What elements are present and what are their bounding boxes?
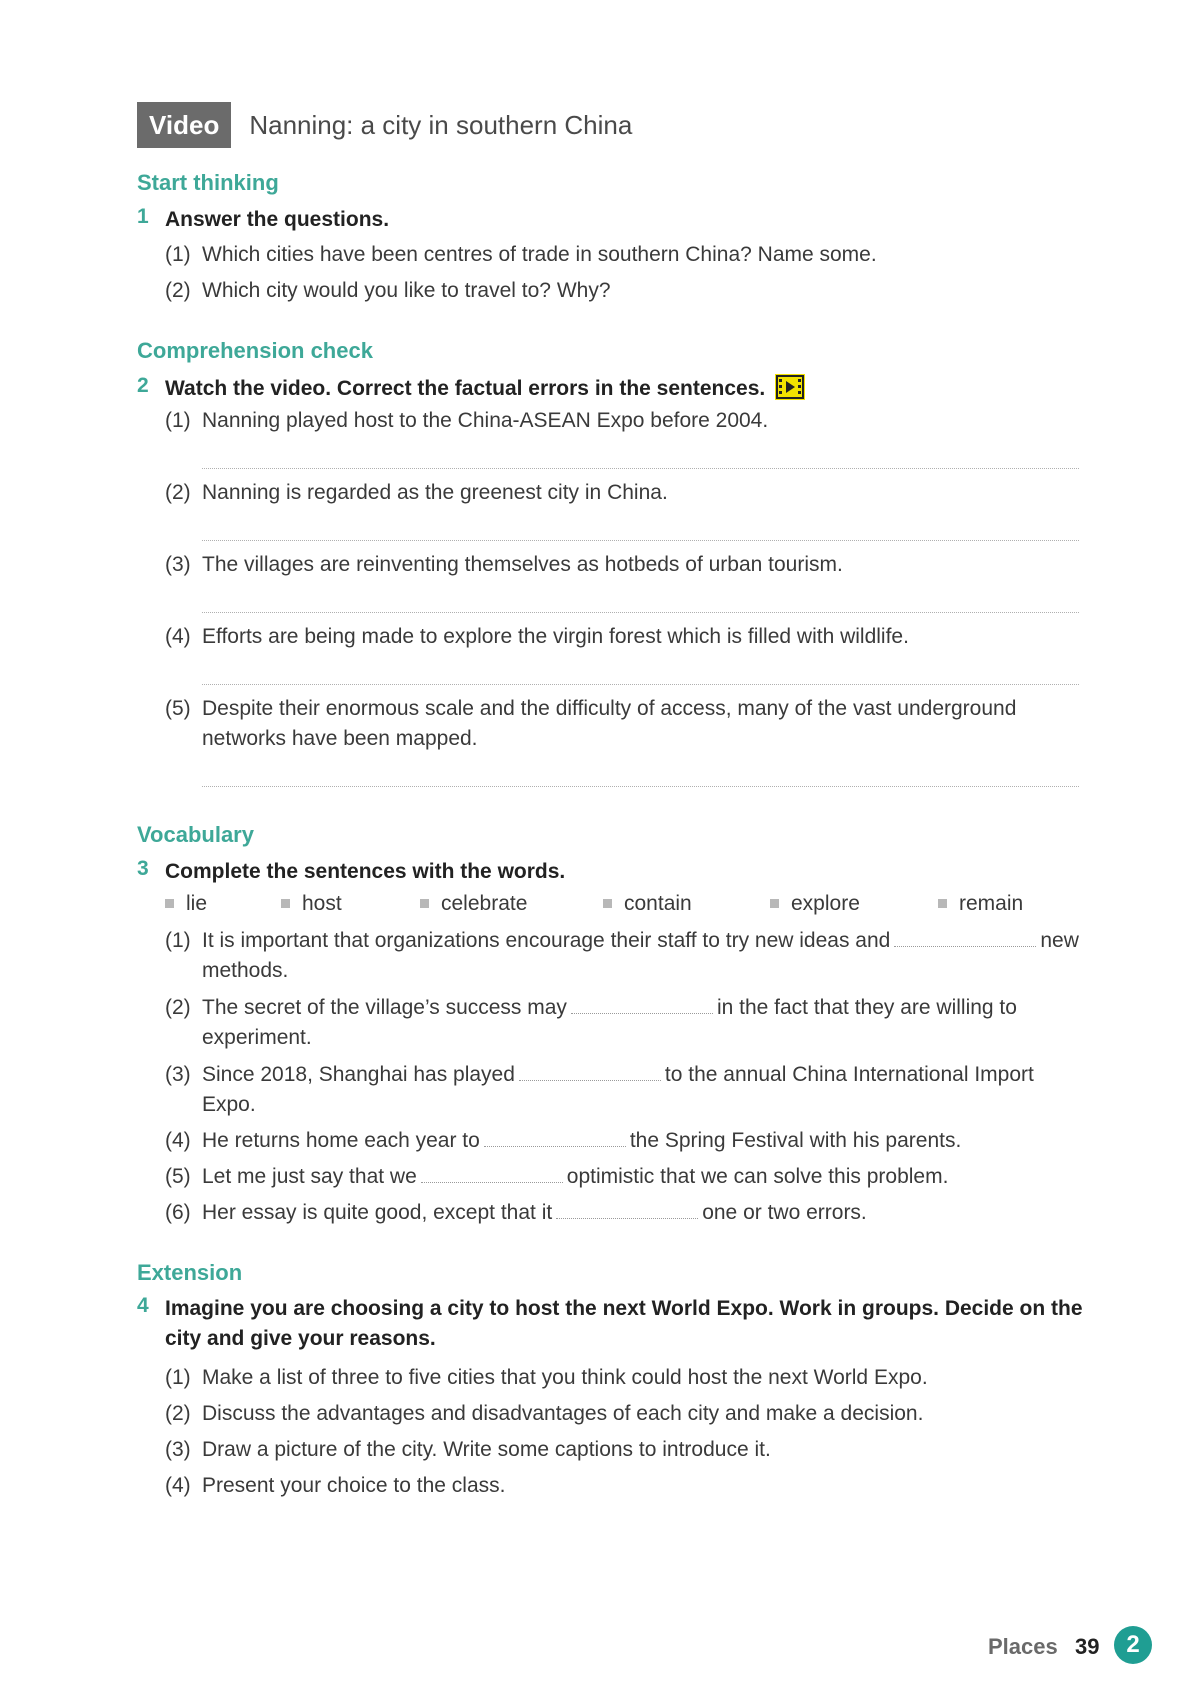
- list-item: [165, 1471, 1082, 1501]
- item-number: (4): [165, 625, 191, 648]
- word-bank-word: celebrate: [441, 892, 528, 915]
- item-text: Despite their enormous scale and the difficulty of access, many of the vast underground networks have been mapped.: [202, 697, 1017, 750]
- list-item: [165, 1435, 1082, 1465]
- bullet-square-icon: [281, 899, 290, 908]
- task-instruction: Imagine you are choosing a city to host the next World Expo. Work in groups. Decide on the city and give your reasons.: [165, 1297, 1083, 1350]
- section-header: [137, 102, 632, 148]
- answer-line[interactable]: [202, 786, 1079, 787]
- word-bank-item: [281, 892, 342, 916]
- section-title-start-thinking: Start thinking: [137, 170, 279, 195]
- item-number: (2): [165, 996, 191, 1019]
- item-number: (4): [165, 1474, 191, 1497]
- film-icon: [775, 374, 805, 400]
- sentence-start: Her essay is quite good, except that it: [202, 1201, 553, 1224]
- task-number: 4: [137, 1294, 149, 1317]
- sentence-end: new methods.: [202, 929, 1079, 982]
- list-item: [165, 694, 1082, 754]
- page-number: 39: [1075, 1634, 1100, 1659]
- task-2: [137, 374, 1105, 404]
- sentence-start: Since 2018, Shanghai has played: [202, 1063, 515, 1086]
- answer-line[interactable]: [202, 540, 1079, 541]
- fill-blank[interactable]: [556, 1200, 698, 1219]
- task-instruction-wrap: [165, 374, 1105, 404]
- sentence-end: to the annual China International Import Expo.: [202, 1063, 1034, 1116]
- task-instruction: Answer the questions.: [165, 208, 390, 231]
- fill-blank[interactable]: [894, 928, 1036, 947]
- sentence-start: The secret of the village’s success may: [202, 996, 567, 1019]
- fill-blank[interactable]: [484, 1128, 626, 1147]
- section-title-extension: Extension: [137, 1260, 243, 1285]
- bullet-square-icon: [603, 899, 612, 908]
- item-number: (5): [165, 1165, 191, 1188]
- fill-blank[interactable]: [519, 1062, 661, 1081]
- list-item: [165, 1363, 1082, 1393]
- item-text: The villages are reinventing themselves as hotbeds of urban tourism.: [202, 553, 843, 576]
- sentence-end: optimistic that we can solve this problem.: [566, 1165, 949, 1188]
- item-number: (1): [165, 409, 191, 432]
- item-text: [202, 993, 1082, 1053]
- task-instruction: Watch the video. Correct the factual errors in the sentences.: [165, 377, 766, 400]
- answer-line[interactable]: [202, 612, 1079, 613]
- list-item: [165, 240, 1082, 270]
- item-text: [202, 1060, 1082, 1120]
- item-text: Make a list of three to five cities that you think could host the next World Expo.: [202, 1366, 928, 1389]
- item-text: Which city would you like to travel to? Why?: [202, 279, 611, 302]
- list-item: [165, 1060, 1082, 1120]
- page-title: Nanning: a city in southern China: [249, 110, 633, 140]
- task-4: [137, 1294, 1105, 1354]
- bullet-square-icon: [165, 899, 174, 908]
- item-text: [202, 926, 1082, 986]
- word-bank-word: contain: [624, 892, 692, 915]
- bullet-square-icon: [770, 899, 779, 908]
- word-bank-word: host: [302, 892, 342, 915]
- list-item: [165, 550, 1082, 580]
- item-number: (3): [165, 1063, 191, 1086]
- item-number: (5): [165, 697, 191, 720]
- sentence-end: the Spring Festival with his parents.: [629, 1129, 962, 1152]
- word-bank-item: [938, 892, 1023, 916]
- list-item: [165, 1399, 1082, 1429]
- item-number: (1): [165, 929, 191, 952]
- bullet-square-icon: [938, 899, 947, 908]
- task-number: 2: [137, 374, 149, 397]
- item-text: Present your choice to the class.: [202, 1474, 506, 1497]
- item-number: (2): [165, 279, 191, 302]
- task-instruction: Complete the sentences with the words.: [165, 860, 566, 883]
- fill-blank[interactable]: [571, 995, 713, 1014]
- footer-unit-title: Places: [988, 1634, 1058, 1659]
- video-tag: Video: [137, 102, 231, 148]
- item-number: (3): [165, 1438, 191, 1461]
- sentence-end: in the fact that they are willing to experiment.: [202, 996, 1017, 1049]
- item-number: (3): [165, 553, 191, 576]
- answer-line[interactable]: [202, 684, 1079, 685]
- item-text: [202, 1126, 1082, 1156]
- item-number: (6): [165, 1201, 191, 1224]
- task-number: 3: [137, 857, 149, 880]
- item-text: Efforts are being made to explore the virgin forest which is filled with wildlife.: [202, 625, 909, 648]
- word-bank-word: remain: [959, 892, 1024, 915]
- word-bank-item: [770, 892, 860, 916]
- list-item: [165, 478, 1082, 508]
- sentence-end: one or two errors.: [702, 1201, 867, 1224]
- section-title-comprehension: Comprehension check: [137, 338, 373, 363]
- list-item: [165, 276, 1082, 306]
- list-item: [165, 1126, 1082, 1156]
- list-item: [165, 1198, 1082, 1228]
- item-number: (1): [165, 1366, 191, 1389]
- sentence-start: It is important that organizations encourage their staff to try new ideas and: [202, 929, 891, 952]
- fill-blank[interactable]: [421, 1164, 563, 1183]
- sentence-start: Let me just say that we: [202, 1165, 417, 1188]
- task-number: 1: [137, 205, 149, 228]
- word-bank-item: [603, 892, 692, 916]
- item-number: (1): [165, 243, 191, 266]
- task-1: [137, 205, 1105, 235]
- list-item: [165, 993, 1082, 1053]
- bullet-square-icon: [420, 899, 429, 908]
- item-text: Which cities have been centres of trade in southern China? Name some.: [202, 243, 877, 266]
- answer-line[interactable]: [202, 468, 1079, 469]
- list-item: [165, 622, 1082, 652]
- word-bank-word: lie: [186, 892, 208, 915]
- item-text: Discuss the advantages and disadvantages of each city and make a decision.: [202, 1402, 924, 1425]
- section-title-vocabulary: Vocabulary: [137, 822, 254, 847]
- item-text: [202, 1162, 1082, 1192]
- item-number: (2): [165, 481, 191, 504]
- list-item: [165, 406, 1082, 436]
- list-item: [165, 1162, 1082, 1192]
- word-bank-item: [420, 892, 527, 916]
- list-item: [165, 926, 1082, 986]
- item-text: Nanning played host to the China-ASEAN Expo before 2004.: [202, 409, 769, 432]
- sentence-start: He returns home each year to: [202, 1129, 480, 1152]
- item-number: (2): [165, 1402, 191, 1425]
- word-bank-item: [165, 892, 207, 916]
- item-number: (4): [165, 1129, 191, 1152]
- unit-badge: 2: [1114, 1626, 1152, 1664]
- item-text: [202, 1198, 1082, 1228]
- item-text: Draw a picture of the city. Write some captions to introduce it.: [202, 1438, 771, 1461]
- item-text: Nanning is regarded as the greenest city in China.: [202, 481, 668, 504]
- task-3: [137, 857, 1105, 887]
- word-bank-word: explore: [791, 892, 860, 915]
